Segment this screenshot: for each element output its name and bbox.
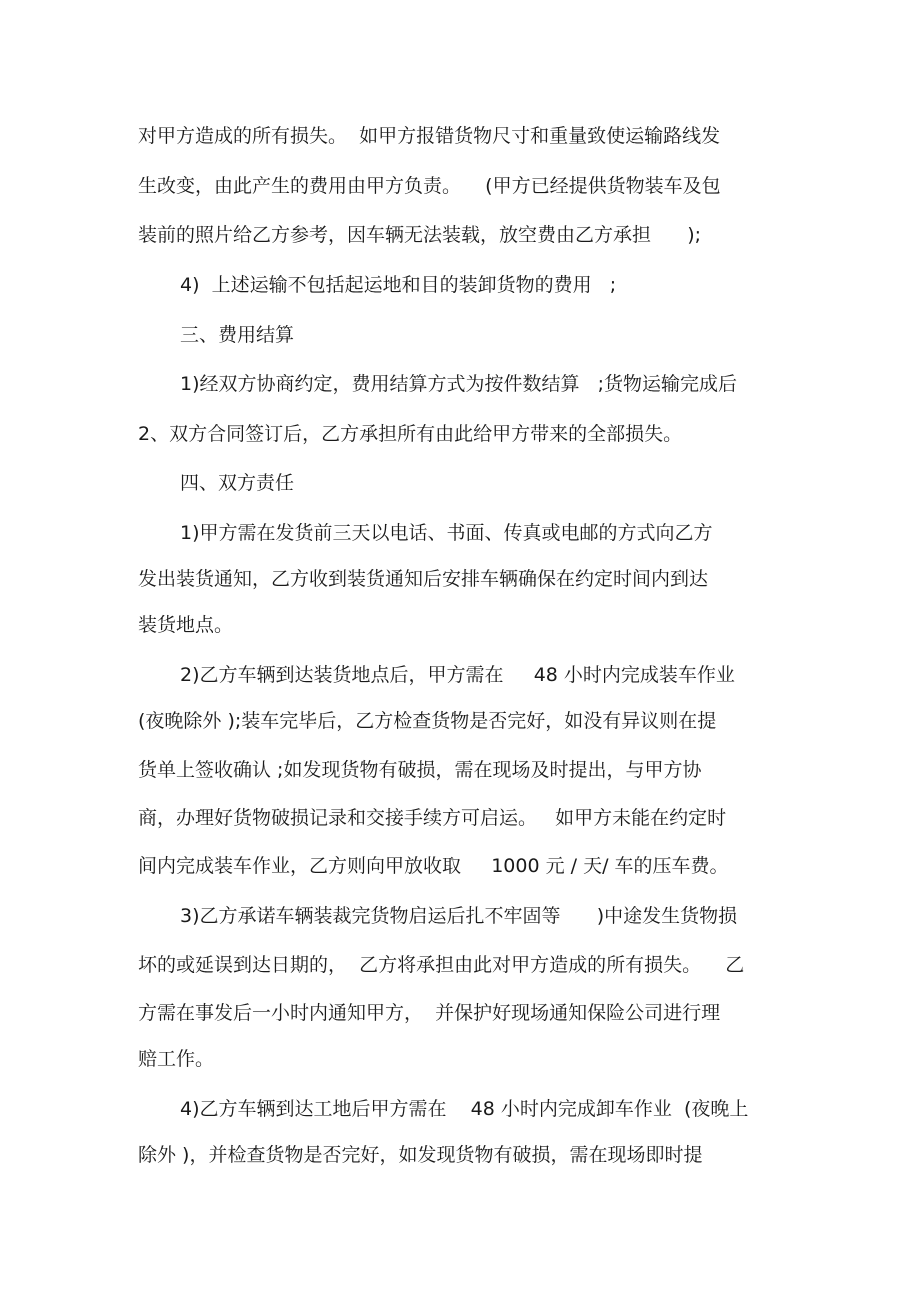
text-line-18: 坏的或延误到达日期的， 乙方将承担由此对甲方造成的所有损失。 乙	[138, 954, 745, 976]
text-line-1: 对甲方造成的所有损失。 如甲方报错货物尺寸和重量致使运输路线发	[138, 125, 721, 147]
section-heading-responsibilities: 四、双方责任	[180, 472, 295, 494]
text-line-17: 3)乙方承诺车辆装裁完货物启运后扎不牢固等 )中途发生货物损	[180, 905, 738, 927]
text-line-19: 方需在事发后一小时内通知甲方， 并保护好现场通知保险公司进行理	[138, 1002, 721, 1024]
text-line-10: 发出装货通知，乙方收到装货通知后安排车辆确保在约定时间内到达	[138, 568, 709, 590]
text-line-6: 1)经双方协商约定，费用结算方式为按件数结算 ;货物运输完成后	[180, 373, 738, 395]
text-line-16: 间内完成装车作业，乙方则向甲放收取 1000 元 / 天/ 车的压车费。	[138, 855, 729, 877]
text-line-20: 赔工作。	[138, 1048, 215, 1070]
text-line-11: 装货地点。	[138, 614, 234, 636]
text-line-14: 货单上签收确认 ;如发现货物有破损，需在现场及时提出，与甲方协	[138, 759, 702, 781]
text-line-12: 2)乙方车辆到达装货地点后，甲方需在 48 小时内完成装车作业	[180, 664, 735, 686]
text-line-21: 4)乙方车辆到达工地后甲方需在 48 小时内完成卸车作业 (夜晚上	[180, 1098, 749, 1120]
text-line-9: 1)甲方需在发货前三天以电话、书面、传真或电邮的方式向乙方	[180, 522, 713, 544]
text-line-13: (夜晚除外 );装车完毕后，乙方检查货物是否完好，如没有异议则在提	[138, 710, 717, 732]
text-line-3: 装前的照片给乙方参考，因车辆无法装载，放空费由乙方承担 );	[138, 224, 702, 246]
text-line-2: 生改变，由此产生的费用由甲方负责。 (甲方已经提供货物装车及包	[138, 175, 721, 197]
text-line-4: 4) 上述运输不包括起运地和目的装卸货物的费用 ;	[180, 274, 617, 296]
text-line-22: 除外 )，并检查货物是否完好，如发现货物有破损，需在现场即时提	[138, 1144, 703, 1166]
text-line-7: 2、双方合同签订后，乙方承担所有由此给甲方带来的全部损失。	[138, 423, 683, 445]
text-line-15: 商，办理好货物破损记录和交接手续方可启运。 如甲方未能在约定时	[138, 807, 727, 829]
section-heading-fee-settlement: 三、费用结算	[180, 324, 295, 346]
